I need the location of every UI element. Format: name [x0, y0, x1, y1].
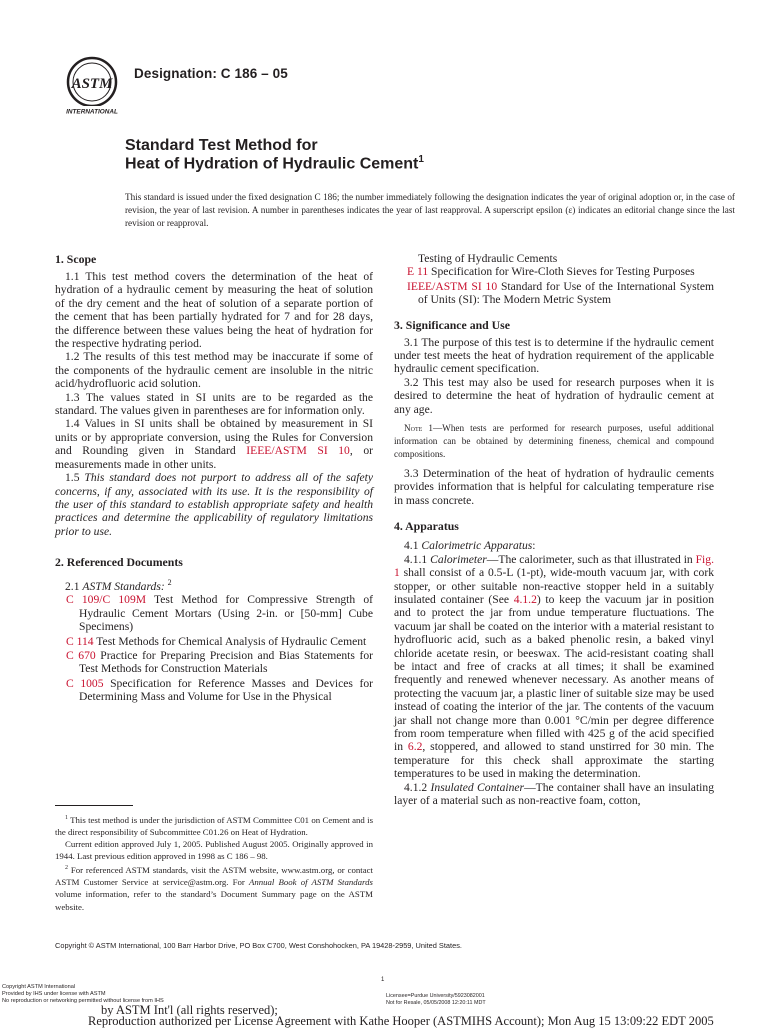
scope-1-3: 1.3 The values stated in SI units are to be regarded as the standard. The values given in parentheses are for information only. — [55, 390, 373, 418]
footnote-2-italic: Annual Book of ASTM Standards — [248, 877, 373, 888]
refdoc-item — [55, 677, 373, 704]
scope-1-4-text-a: 1.4 Values in SI units shall be obtained by measurement in SI units or by appropriate conversion, using the Rules for Conversion and Rounding given in Standard — [55, 417, 373, 458]
refdoc-item-text: Practice for Preparing Precision and Bias Statements for Test Methods for Construction Materials — [79, 649, 373, 676]
refdoc-item — [55, 635, 373, 648]
refdoc-item — [55, 649, 373, 676]
scope-1-5 — [55, 471, 373, 538]
download-info-line: Copyright ASTM International — [2, 984, 76, 990]
apparatus-4-1 — [394, 539, 714, 552]
astm-logo — [63, 55, 121, 117]
left-column — [55, 252, 373, 705]
ref-link-c670[interactable]: C 670 — [66, 649, 96, 663]
refdoc-item — [55, 593, 373, 633]
license-info — [386, 993, 486, 1006]
section-apparatus-heading: 4. Apparatus — [394, 519, 459, 534]
apparatus-4-1-label: Calorimetric Apparatus — [421, 539, 533, 553]
refdocs-footnote-mark: 2 — [167, 578, 172, 588]
page-number: 1 — [381, 977, 385, 983]
footnote-2-text-a: For referenced ASTM standards, visit the ASTM website, www.astm.org, or contact ASTM Customer Service at service@astm.org. For — [55, 865, 373, 888]
apparatus-4-1-2-num: 4.1.2 — [404, 780, 431, 794]
ref-link-6-2[interactable]: 6.2 — [407, 740, 423, 754]
footnote-2-text-b: volume information, refer to the standard’s Document Summary page on the ASTM website. — [55, 889, 373, 912]
scope-1-2: 1.2 The results of this test method may be inaccurate if some of the components of the hydraulic cement are insoluble in the nitric acid/hydrofluoric acid solution. — [55, 350, 373, 391]
refdoc-item-text: Specification for Wire-Cloth Sieves for Testing Purposes — [428, 265, 695, 279]
title-line-1: Standard Test Method for — [125, 137, 318, 154]
section-scope-heading: 1. Scope — [55, 252, 97, 266]
license-info-line: Not for Resale, 05/05/2008 12:20:11 MDT — [386, 999, 486, 1006]
astm-logo-sub: INTERNATIONAL — [66, 108, 118, 116]
apparatus-4-1-num: 4.1 — [404, 539, 422, 553]
download-info-line: No reproduction or networking permitted without license from IHS — [2, 998, 164, 1004]
apparatus-4-1-2 — [394, 781, 714, 808]
significance-3-2: 3.2 This test may also be used for research purposes when it is desired to determine the heat of hydration of hydraulic cement at any age. — [394, 375, 714, 416]
refdocs-2-1 — [55, 576, 373, 593]
copyright-line: Copyright © ASTM International, 100 Barr Harbor Drive, PO Box C700, West Conshohocken, PA 19428-2959, United States. — [55, 941, 462, 950]
ref-link-e11[interactable]: E 11 — [407, 265, 429, 279]
scope-1-1: 1.1 This test method covers the determination of the heat of hydration of a hydraulic cement by measuring the heat of solution of the dry cement and the heat of solution of a separate portion of the cement that has been partially hydrated for 7 and for 28 days, the difference between these values being the heat of hydration for the respective hydrating period. — [55, 270, 373, 351]
ref-link-ieee-si10[interactable]: IEEE/ASTM SI 10 — [246, 444, 350, 458]
ref-link-c109[interactable]: C 109/C 109M — [66, 593, 147, 607]
designation: Designation: C 186 – 05 — [134, 66, 288, 81]
title-text: Heat of Hydration of Hydraulic Cement — [125, 155, 419, 173]
note-text: 1—When tests are performed for research purposes, useful additional information can be obtained by determining fineness, chemical and compound compositions. — [394, 423, 714, 460]
footnote-1-b: Current edition approved July 1, 2005. Published August 2005. Originally approved in 1944. Last previous edition approved in 1998 as C 186 – 98. — [55, 839, 373, 862]
ref-link-ieee-si10-list[interactable]: IEEE/ASTM SI 10 — [407, 279, 498, 293]
reproduction-line: Reproduction authorized per License Agreement with Kathe Hooper (ASTMIHS Account); Mon Aug 15 13:09:22 EDT 2005 — [88, 1014, 714, 1028]
refdoc-continued: Testing of Hydraulic Cements — [418, 252, 558, 265]
footnote-1 — [55, 812, 373, 838]
license-info-line: Licensee=Purdue University/5923082001 — [386, 993, 485, 999]
refdocs-2-1-num: 2.1 — [65, 579, 83, 593]
ref-link-c1005[interactable]: C 1005 — [66, 676, 104, 690]
footnote-rule — [55, 805, 133, 806]
ref-link-fig-1[interactable]: Fig. 1 — [394, 552, 714, 580]
apparatus-4-1-2-text: —The container shall have an insulating layer of a material such as non-reactive foam, cotton, — [394, 780, 714, 807]
apparatus-4-1-2-label: Insulated Container — [430, 780, 525, 794]
apparatus-4-1-1-text-d: , stoppered, and allowed to stand unstirred for 30 min. The temperature for this check shall approximate the starting temperatures to be used in making the determination. — [394, 740, 715, 781]
note-1 — [394, 422, 714, 461]
significance-3-1: 3.1 The purpose of this test is to determine if the hydraulic cement under test meets the heat of hydration requirement of the applicable hydraulic cement specification. — [394, 335, 714, 376]
refdoc-item-text: Test Method for Compressive Strength of Hydraulic Cement Mortars (Using 2-in. or [50-mm] Cube Specimens) — [79, 593, 373, 634]
apparatus-4-1-1-text-c: ) to keep the vacuum jar in position and to protect the jar from undue temperature fluctuations. The vacuum jar shall be coated on the interior with a material resistant to hydrofluoric acid, such as a baked phenolic resin, a baked vinyl chloride acetate resin, or beeswax. The acid-resistant coating shall be intact and free of cracks at all times; it shall be examined frequently and renewed whenever necessary. As another means of protecting the vacuum jar, a plastic liner of suitable size may be used instead of coating the interior of the jar. The contents of the vacuum jar shall not change more than 0.001 °C/min per degree difference from room temperature when filled with 425 g of the acid specified in — [394, 592, 714, 754]
significance-3-3: 3.3 Determination of the heat of hydration of hydraulic cements provides information that is helpful for calculating temperature rise in mass concrete. — [394, 467, 714, 507]
apparatus-4-1-1-label: Calorimeter — [430, 552, 487, 566]
apparatus-4-1-1-text-a: —The calorimeter, such as that illustrated in — [486, 552, 696, 566]
apparatus-4-1-1 — [394, 553, 714, 781]
footnote-1-text: This test method is under the jurisdiction of ASTM Committee C01 on Cement and is the direct responsibility of Subcommittee C01.26 on Heat of Hydration. — [55, 814, 373, 838]
section-refdocs-heading: 2. Referenced Documents — [55, 555, 183, 570]
title-line-2 — [125, 154, 424, 173]
ref-link-4-1-2[interactable]: 4.1.2 — [513, 592, 537, 606]
download-info — [2, 984, 164, 1005]
note-tag: Note — [404, 423, 423, 434]
refdoc-item — [394, 280, 714, 307]
refdoc-item — [394, 265, 714, 278]
section-significance-heading: 3. Significance and Use — [394, 317, 511, 332]
astm-logo-text: ASTM — [71, 76, 113, 92]
scope-1-4-text-b: , or measurements made in other units. — [55, 444, 373, 471]
apparatus-4-1-end: : — [532, 539, 536, 553]
footnote-2-mark: 2 — [65, 865, 68, 872]
apparatus-4-1-1-text-b: shall consist of a 0.5-L (1-pt), wide-mouth vacuum jar, with cork stopper, or other suitable non-reactive stopper held in a suitably insulated container (See — [394, 566, 714, 606]
refdoc-item-text: Standard for Use of the International System of Units (SI): The Modern Metric System — [418, 279, 714, 307]
scope-1-5-text: This standard does not purport to address all of the safety concerns, if any, associated with its use. It is the responsibility of the user of this standard to establish appropriate safety and health practices and determine the applicability of regulatory limitations prior to use. — [55, 471, 374, 538]
right-column — [394, 252, 714, 807]
refdoc-item-text: Specification for Reference Masses and Devices for Determining Mass and Volume for Use in the Physical — [79, 676, 373, 704]
apparatus-4-1-1-num: 4.1.1 — [404, 552, 431, 566]
scope-1-5-num: 1.5 — [65, 471, 85, 485]
refdoc-item-text: Test Methods for Chemical Analysis of Hydraulic Cement — [93, 634, 367, 648]
footnote-1-mark: 1 — [65, 815, 68, 821]
footnote-2 — [55, 862, 373, 912]
title-footnote-mark: 1 — [418, 154, 424, 165]
ref-link-c114[interactable]: C 114 — [66, 634, 94, 648]
scope-1-4 — [55, 417, 373, 471]
intro-paragraph: This standard is issued under the fixed designation C 186; the number immediately following the designation indicates the year of original adoption or, in the case of revision, the year of last revision. A number in parentheses indicates the year of last reapproval. A superscript epsilon (ε) indicates an editorial change since the last revision or reapproval. — [125, 192, 735, 229]
refdocs-2-1-text: ASTM Standards: — [82, 579, 165, 593]
footnotes — [55, 812, 373, 913]
rights-line: by ASTM Int'l (all rights reserved); — [101, 1003, 278, 1017]
download-info-line: Provided by IHS under license with ASTM — [2, 991, 106, 997]
